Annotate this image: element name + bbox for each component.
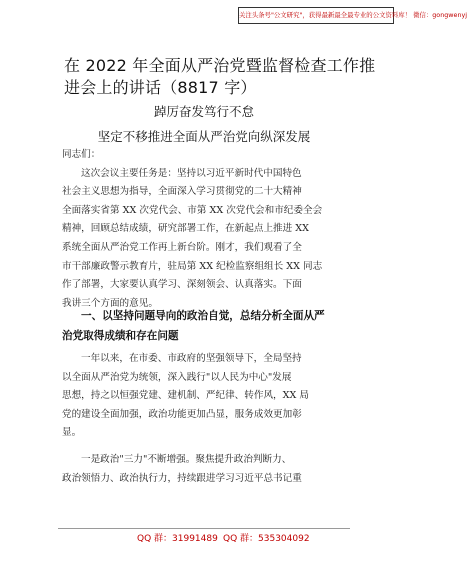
paragraph-gap	[62, 443, 352, 451]
paragraph-line: 一是政治"三力"不断增强。聚焦提升政治判断力、	[81, 453, 292, 465]
footer-qq-group-1: QQ 群：31991489	[137, 534, 218, 544]
page-footer	[0, 531, 408, 545]
paragraph-line: 精神，回顾总结成绩，研究部署工作，在新起点上推进 XX	[62, 223, 309, 235]
title-line: 进会上的讲话（8817 字）	[64, 78, 257, 97]
section-body	[62, 350, 352, 488]
paragraph-line: 党的建设全面加强，政治功能更加凸显，服务成效更加彰	[62, 408, 302, 420]
heading-line: 一、以坚持问题导向的政治自觉，总结分析全面从严	[81, 310, 325, 322]
paragraph-line: 作了部署，大家要认真学习、深刻领会、认真落实。下面	[62, 279, 302, 291]
paragraph-line: 社会主义思想为指导，全面深入学习贯彻党的二十大精神	[62, 186, 302, 198]
paragraph-line: 我讲三个方面的意见。	[62, 297, 158, 309]
document-title	[64, 55, 376, 99]
paragraph-line: 思想，持之以恒强党建、建机制、严纪律、转作风，XX 局	[62, 390, 309, 402]
paragraph-line: 以全面从严治党为统领，深入践行"以人民为中心"发展	[62, 371, 292, 383]
intro-section	[62, 146, 352, 313]
paragraph-line: 一年以来，在市委、市政府的坚强领导下，全局坚持	[81, 353, 302, 364]
subtitle-secondary: 坚定不移推进全面从严治党向纵深发展	[97, 129, 311, 144]
paragraph-line: 全面落实省第 XX 次党代会、市第 XX 次党代会和市纪委全会	[62, 204, 323, 216]
salutation: 同志们：	[62, 149, 101, 160]
footer-divider	[58, 528, 350, 529]
subtitle-primary: 踔厉奋发笃行不怠	[153, 104, 254, 119]
footer-qq-group-2: QQ 群：535304092	[223, 534, 310, 544]
title-line: 在 2022 年全面从严治党暨监督检查工作推	[64, 56, 376, 75]
paragraph-line: 政治领悟力、政治执行力，持续跟进学习习近平总书记重	[62, 472, 302, 484]
paragraph-line: 这次会议主要任务是：坚持以习近平新时代中国特色	[81, 167, 302, 179]
paragraph-line: 系统全面从严治党工作再上新台阶。刚才，我们观看了全	[62, 241, 302, 253]
paragraph-line: 显。	[62, 427, 82, 439]
paragraph-line: 市干部廉政警示教育片，驻局第 XX 纪检监察组组长 XX 同志	[62, 260, 323, 272]
section-heading	[62, 306, 354, 346]
heading-line: 治党取得成绩和存在问题	[62, 330, 179, 342]
promo-banner: 关注头条号"公文研究"，获得最新最全最专业的公文资料库！ 微信：gongwenyj	[238, 7, 394, 24]
